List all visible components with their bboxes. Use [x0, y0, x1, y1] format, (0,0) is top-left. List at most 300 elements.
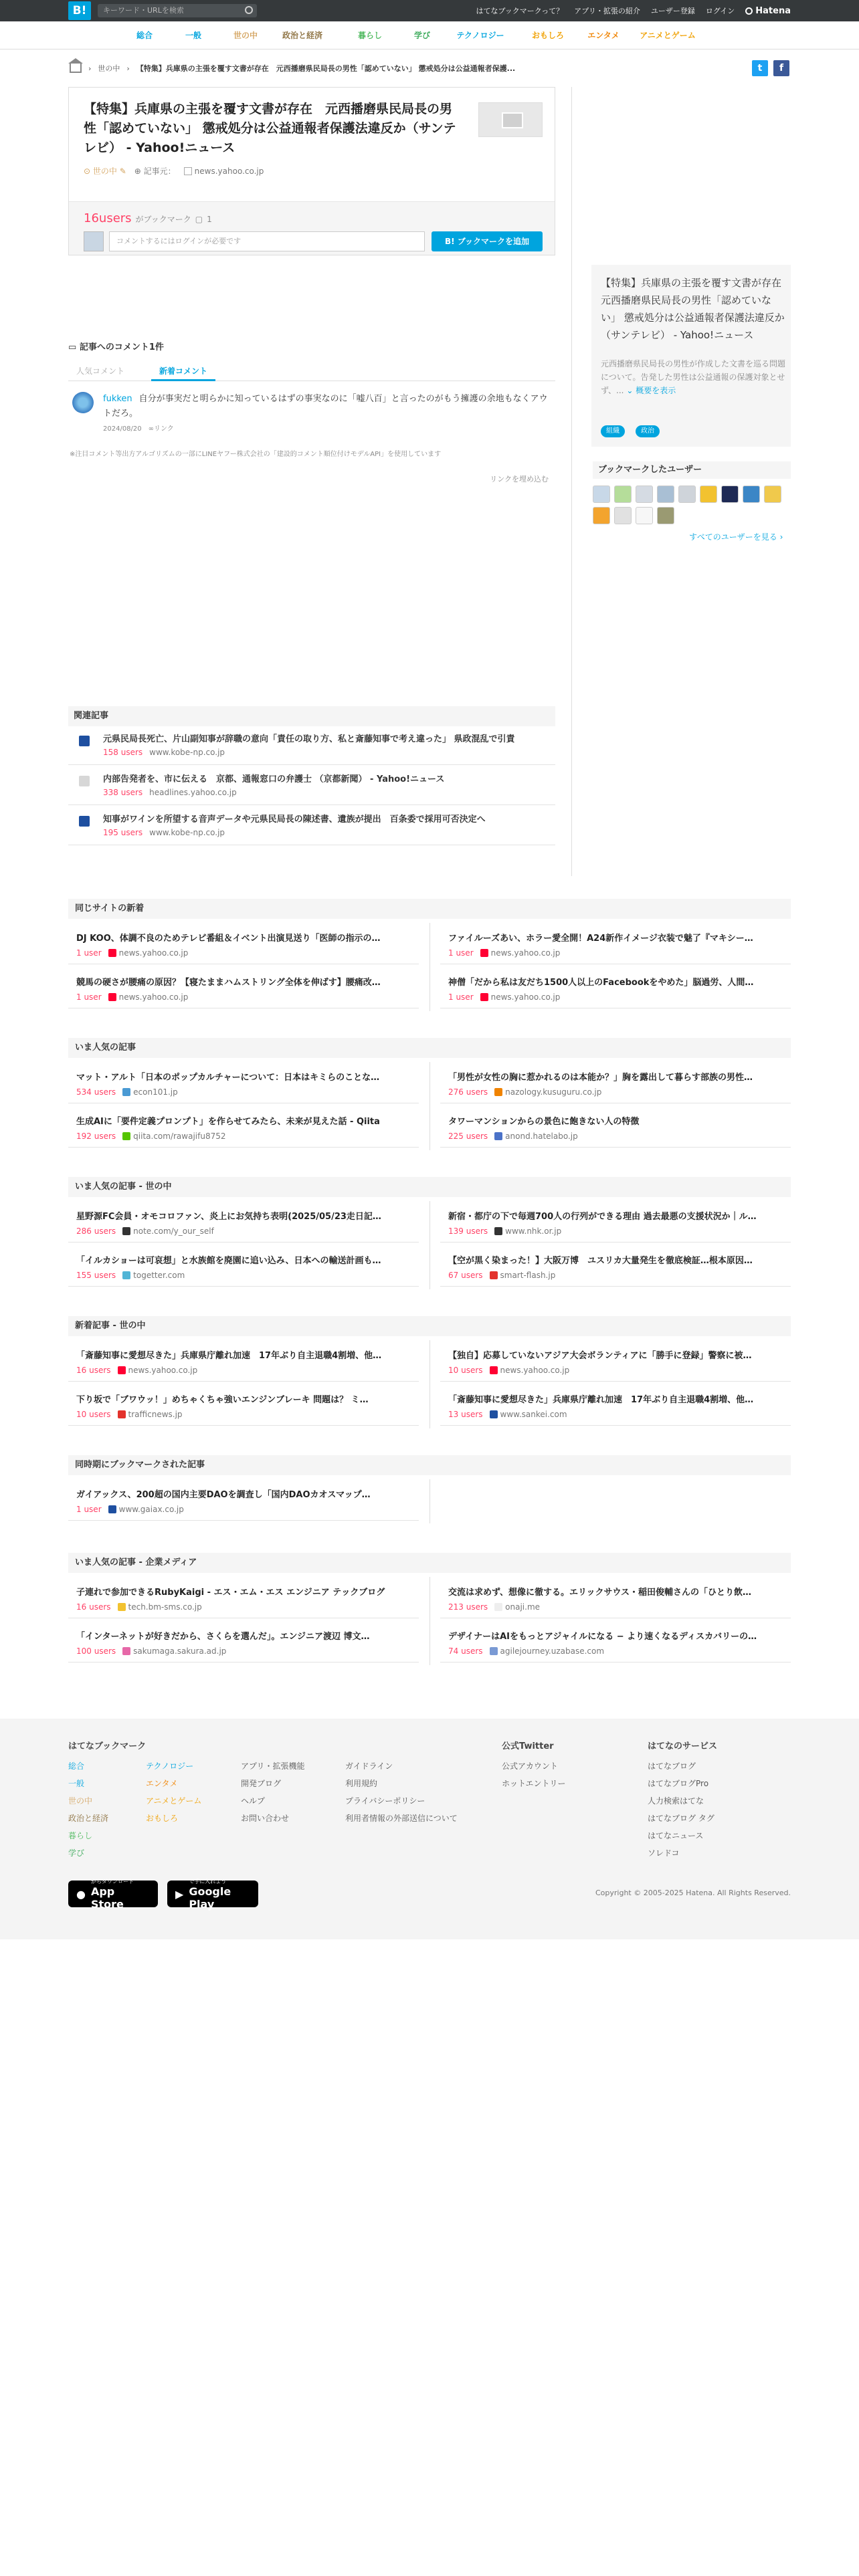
signup-link[interactable]: ユーザー登録 — [650, 7, 695, 15]
user-avatar[interactable] — [636, 507, 653, 524]
domain[interactable] — [122, 1271, 185, 1280]
footer-link[interactable]: 利用者情報の外部送信について — [345, 1814, 458, 1823]
article-meta — [448, 1087, 601, 1097]
footer-link[interactable]: 暮らし — [68, 1831, 93, 1840]
users-count[interactable]: 155 users — [76, 1271, 116, 1280]
facebook-share-icon[interactable]: f — [773, 60, 789, 76]
comment-date-text[interactable]: 2024/08/20 — [103, 425, 142, 433]
popular-item[interactable] — [68, 1061, 419, 1103]
appstore-small: からダウンロード — [90, 1878, 134, 1885]
popular-item[interactable] — [68, 1105, 419, 1148]
hatena-brand[interactable] — [745, 6, 791, 16]
breadcrumb-category[interactable]: 世の中 — [98, 64, 120, 73]
article-meta — [448, 1410, 567, 1419]
search-input[interactable] — [98, 4, 257, 17]
copyright: Copyright © 2005-2025 Hatena. All Rights Reserved. — [595, 1889, 791, 1897]
users-count[interactable]: 1 user — [76, 1505, 102, 1514]
footer-link[interactable]: 公式アカウント — [502, 1761, 558, 1771]
search-icon[interactable] — [245, 6, 253, 14]
domain[interactable] — [480, 948, 561, 958]
category-list — [127, 21, 706, 49]
popular-heading: いま人気の記事 — [68, 1038, 791, 1058]
appstore-label: App Store — [90, 1885, 124, 1911]
popular_world-item[interactable] — [440, 1200, 791, 1243]
article-title[interactable]: 「イルカショーは可哀想」と水族館を廃園に追い込み、日本への輸送計画も… — [76, 1256, 381, 1266]
user-avatar[interactable] — [636, 486, 653, 503]
domain-label: news.yahoo.co.jp — [118, 992, 189, 1002]
user-avatar[interactable] — [721, 486, 739, 503]
domain[interactable] — [490, 1271, 556, 1280]
category-tab[interactable]: 暮らし — [357, 31, 382, 40]
article-meta — [448, 1602, 540, 1612]
bookmarked-label: がブックマーク — [135, 215, 191, 224]
footer-link[interactable]: ホットエントリー — [502, 1779, 566, 1788]
users-count[interactable]: 1 user — [76, 948, 102, 958]
users-count[interactable]: 67 users — [448, 1271, 483, 1280]
article-meta — [76, 1132, 225, 1141]
domain-label: news.yahoo.co.jp — [118, 948, 189, 958]
apps-link[interactable]: アプリ・拡張の紹介 — [574, 7, 640, 15]
favicon-icon — [494, 1132, 502, 1140]
favicon-icon — [108, 949, 116, 957]
related-title[interactable]: 元県民局長死亡、片山副知事が辞職の意向「責任の取り方、私と斎藤知事で考え違った」 県政混乱で引責 — [103, 734, 515, 744]
domain-label: agilejourney.uzabase.com — [500, 1646, 605, 1656]
article-meta — [76, 948, 188, 958]
footer-heading-services: はてなのサービス — [648, 1741, 718, 1751]
domain-label: togetter.com — [133, 1271, 185, 1280]
users-count[interactable]: 1 user — [448, 948, 474, 958]
category-tab[interactable]: エンタメ — [587, 31, 619, 40]
article-meta — [76, 1646, 226, 1656]
domain-label: sakumaga.sakura.ad.jp — [133, 1646, 227, 1656]
favicon-icon — [490, 1366, 498, 1374]
user-avatar[interactable] — [678, 486, 696, 503]
user-avatar[interactable] — [764, 486, 781, 503]
domain[interactable]: headlines.yahoo.co.jp — [149, 788, 237, 797]
domain[interactable] — [118, 1410, 183, 1419]
article-title[interactable]: ファイルーズあい、ホラー愛全開！A24新作イメージ衣装で魅了『マキシー… — [448, 934, 753, 944]
tab-new-comments[interactable]: 新着コメント — [151, 361, 215, 381]
article-meta — [448, 1132, 578, 1141]
domain-label: www.nhk.or.jp — [505, 1226, 562, 1236]
footer-link[interactable]: 学び — [68, 1848, 85, 1858]
favicon-icon — [494, 1603, 502, 1611]
domain-label: trafficnews.jp — [128, 1410, 183, 1419]
user-avatar[interactable] — [593, 507, 610, 524]
related-heading: 関連記事 — [68, 706, 555, 726]
article-meta — [76, 1505, 184, 1514]
users-count[interactable]: 13 users — [448, 1410, 483, 1419]
domain[interactable] — [494, 1602, 540, 1612]
users-count[interactable]: 338 users — [103, 788, 143, 797]
hatena-brand-label: Hatena — [755, 5, 791, 16]
same_site-item[interactable] — [68, 922, 419, 964]
domain-label: news.yahoo.co.jp — [500, 1366, 570, 1375]
comment-item — [72, 392, 554, 432]
article-meta — [76, 1271, 185, 1280]
footer-link[interactable]: エンタメ — [146, 1779, 178, 1788]
popular_world-item[interactable] — [440, 1244, 791, 1287]
apple-icon: ● — [76, 1887, 86, 1901]
new_world-heading: 新着記事 - 世の中 — [68, 1316, 791, 1336]
footer-link[interactable]: テクノロジー — [146, 1761, 194, 1771]
users-count[interactable]: 10 users — [76, 1410, 111, 1419]
sidebar-entry-card — [591, 265, 791, 447]
entry-title[interactable]: 【特集】兵庫県の主張を覆す文書が存在 元西播磨県民局長の男性「認めていない」 懲戒処分は公益通報者保護法違反か（サンテレビ） - Yahoo!ニュース — [84, 102, 456, 155]
domain-label: anond.hatelabo.jp — [505, 1132, 578, 1141]
favicon-icon — [118, 1603, 126, 1611]
favicon-icon — [490, 1647, 498, 1655]
user-avatar[interactable] — [614, 486, 632, 503]
user-avatar[interactable] — [657, 507, 674, 524]
favicon-icon — [122, 1271, 130, 1279]
footer-link[interactable]: 総合 — [68, 1761, 85, 1771]
related-meta — [103, 748, 225, 757]
new_world-item[interactable] — [68, 1383, 419, 1426]
chevron-down-icon: ⌄ — [626, 386, 636, 395]
footer-link[interactable]: 開発ブログ — [241, 1779, 282, 1788]
tab-popular-comments[interactable]: 人気コメント — [76, 366, 125, 376]
footer-link[interactable]: はてなブログPro — [648, 1779, 709, 1788]
column-divider — [571, 87, 572, 876]
article-title[interactable]: ガイアックス、200超の国内主要DAOを調査し「国内DAOカオスマップ… — [76, 1490, 371, 1500]
article-meta — [76, 1602, 202, 1612]
related-title[interactable]: 知事がワインを所望する音声データや元県民局長の陳述書、遺族が提出 百条委で採用可否決定へ — [103, 815, 486, 825]
bookmark-users-heading: ブックマークしたユーザー — [593, 461, 791, 479]
article-title[interactable]: 「斎藤知事に愛想尽きた」兵庫県庁離れ加速 17年ぶり自主退職4割増、他… — [448, 1395, 754, 1405]
article-title[interactable]: 星野源FC会員・オモコロファン、炎上にお気持ち表明(2025/05/23走日記… — [76, 1212, 381, 1222]
popular-item[interactable] — [440, 1061, 791, 1103]
domain-label: news.yahoo.co.jp — [490, 992, 561, 1002]
article-meta — [76, 1366, 197, 1375]
domain-label: tech.bm-sms.co.jp — [128, 1602, 202, 1612]
footer-link[interactable]: おもしろ — [146, 1814, 179, 1823]
same_time-heading: 同時期にブックマークされた記事 — [68, 1455, 791, 1475]
users-count[interactable]: 139 users — [448, 1226, 488, 1236]
favicon-icon — [480, 993, 488, 1001]
article-title[interactable]: 「男性が女性の胸に惹かれるのは本能か？」胸を露出して暮らす部族の男性… — [448, 1073, 753, 1083]
favicon-icon — [494, 1088, 502, 1096]
comment-text — [103, 392, 551, 421]
users-count[interactable]: 286 users — [76, 1226, 116, 1236]
favicon-icon — [79, 736, 90, 746]
footer-link[interactable]: ヘルプ — [241, 1796, 266, 1806]
article-title[interactable]: タワーマンションからの景色に飽きない人の特徴 — [448, 1117, 640, 1127]
favicon-icon — [79, 816, 90, 827]
users-count[interactable]: 100 users — [76, 1646, 116, 1656]
user-avatar[interactable] — [743, 486, 760, 503]
link-icon: ⊕ — [134, 167, 144, 176]
users-count[interactable]: 534 users — [76, 1087, 116, 1097]
about-link[interactable]: はてなブックマークって？ — [476, 7, 564, 15]
app-store-badge[interactable] — [68, 1878, 158, 1911]
article-title[interactable]: デザイナーはAIをもっとアジャイルになる − より速くなるディスカバリーの… — [448, 1632, 757, 1642]
same_time-item[interactable] — [68, 1478, 419, 1521]
users-count[interactable]: 16 users — [76, 1602, 111, 1612]
favicon-icon — [122, 1132, 130, 1140]
googleplay-label: Google Play — [189, 1885, 231, 1911]
footer-link[interactable]: プライバシーポリシー — [345, 1796, 425, 1806]
google-play-badge[interactable] — [167, 1878, 258, 1911]
favicon-icon — [184, 167, 192, 175]
comment-input[interactable]: コメントするにはログインが必要です — [109, 231, 425, 251]
article-title[interactable]: 子連れで参加できるRubyKaigi - エス・エム・エス エンジニア テックブログ — [76, 1588, 385, 1598]
hatena-logo-icon — [745, 7, 753, 15]
googleplay-small: で手に入れよう — [189, 1878, 227, 1885]
article-meta — [448, 948, 560, 958]
category-tab[interactable]: アニメとゲーム — [640, 31, 696, 40]
show-summary-link[interactable] — [626, 386, 676, 395]
users-count[interactable]: 213 users — [448, 1602, 488, 1612]
popular_world-item[interactable] — [68, 1200, 419, 1243]
footer-link[interactable]: 一般 — [68, 1779, 85, 1788]
user-avatar[interactable] — [614, 507, 632, 524]
category-tab[interactable]: 総合 — [136, 31, 153, 40]
footer-link[interactable]: 利用規約 — [345, 1779, 378, 1788]
favicon-icon — [490, 1271, 498, 1279]
chat-icon: ▭ — [68, 342, 80, 352]
enterprise-item[interactable] — [68, 1576, 419, 1618]
domain[interactable] — [490, 1366, 570, 1375]
article-title[interactable]: 神僧「だから私は友だち1500人以上のFacebookをやめた」脳過労、人間… — [448, 978, 754, 988]
domain-label: qiita.com/rawajifu8752 — [133, 1132, 226, 1141]
domain[interactable] — [494, 1226, 561, 1236]
domain-label: news.yahoo.co.jp — [490, 948, 561, 958]
users-count[interactable]: 74 users — [448, 1646, 483, 1656]
comment-user[interactable]: fukken — [103, 394, 132, 404]
users-count: 16users — [84, 211, 132, 225]
footer-link[interactable]: ソレドコ — [648, 1848, 680, 1858]
category-tab[interactable]: おもしろ — [531, 31, 564, 40]
login-link[interactable]: ログイン — [705, 7, 735, 15]
source-label-text: 記事元 — [143, 167, 168, 176]
breadcrumb — [70, 62, 792, 75]
add-bookmark-button[interactable]: B! ブックマークを追加 — [432, 231, 543, 251]
tag-item[interactable]: 組織 — [601, 425, 625, 437]
article-meta — [76, 1087, 178, 1097]
entry-thumbnail[interactable] — [478, 102, 543, 137]
article-title[interactable]: DJ KOO、体調不良のためテレビ番組＆イベント出演見送り「医師の指示の… — [76, 934, 381, 944]
enterprise-item[interactable] — [440, 1576, 791, 1618]
entry-domain[interactable] — [184, 167, 264, 176]
footer-link[interactable]: アニメとゲーム — [146, 1796, 202, 1806]
enterprise-item[interactable] — [68, 1620, 419, 1662]
category-tab[interactable]: 世の中 — [233, 31, 258, 40]
top-links — [476, 0, 791, 21]
entry-meta — [84, 165, 264, 177]
article-title[interactable]: 競馬の硬さが腰痛の原因？【寝たままハムストリング全体を伸ばす】腰痛改… — [76, 978, 381, 988]
home-icon[interactable] — [70, 64, 82, 73]
article-meta — [448, 1366, 569, 1375]
add-bookmark-label: ブックマークを追加 — [457, 237, 529, 246]
category-tab[interactable]: 学び — [413, 31, 430, 40]
related-meta — [103, 828, 225, 837]
users-count[interactable]: 1 user — [76, 992, 102, 1002]
footer-link[interactable]: ガイドライン — [345, 1761, 393, 1771]
favicon-icon — [108, 993, 116, 1001]
link-icon: ∞ — [148, 425, 154, 433]
domain[interactable] — [108, 948, 189, 958]
favicon-icon — [118, 1410, 126, 1418]
popular_world-item[interactable] — [68, 1244, 419, 1287]
new_world-item[interactable] — [440, 1339, 791, 1382]
comment-body: 自分が事実だと明らかに知っているはずの事実なのに「嘘八百」と言ったのがもう擁護の余地もなくアウトだろ。 — [103, 394, 548, 419]
article-title[interactable]: 下り坂で「ブワウッ！」めちゃくちゃ強いエンジンブレーキ 問題は？ ミ… — [76, 1395, 369, 1405]
footer-link[interactable]: お問い合わせ — [241, 1814, 290, 1823]
comment-tabs — [68, 361, 555, 381]
article-meta — [448, 1271, 555, 1280]
users-count[interactable]: 225 users — [448, 1132, 488, 1141]
footer-link[interactable]: はてなニュース — [648, 1831, 704, 1840]
entry-category-label: 世の中 — [92, 167, 117, 176]
users-count[interactable]: 276 users — [448, 1087, 488, 1097]
domain-label: www.sankei.com — [500, 1410, 567, 1419]
footer-link[interactable]: 政治と経済 — [68, 1814, 109, 1823]
domain-label: news.yahoo.co.jp — [128, 1366, 198, 1375]
domain[interactable] — [494, 1132, 578, 1141]
article-title[interactable]: マット・アルト「日本のポップカルチャーについて：日本はキミらのことな… — [76, 1073, 380, 1083]
bookmark-row — [69, 201, 555, 255]
twitter-share-icon[interactable]: t — [752, 60, 768, 76]
domain[interactable] — [490, 1410, 567, 1419]
domain[interactable] — [122, 1646, 226, 1656]
comment-note: ※注目コメント等出方アルゴリズムの一部にLINEヤフー株式会社の「建設的コメント順位付けモデルAPI」を使用しています — [70, 451, 442, 458]
domain[interactable] — [108, 1505, 184, 1514]
chevron-right-icon: › — [126, 64, 130, 73]
article-meta — [448, 1226, 561, 1236]
chevron-right-icon: › — [88, 64, 92, 73]
favicon-icon — [79, 776, 90, 786]
footer-link[interactable]: 人力検索はてな — [648, 1796, 704, 1806]
comments-heading-text: 記事へのコメント1件 — [79, 342, 164, 352]
article-title[interactable]: 生成AIに「要件定義プロンプト」を作らせてみたら、未来が見えた話 - Qiita — [76, 1117, 380, 1127]
comment-icon: ▢ — [195, 215, 203, 224]
all-users-link[interactable]: すべてのユーザーを見る › — [689, 532, 783, 542]
summary-text: 元西播磨県民局長の男性が作成した文書を巡る問題について。告発した男性は公益通報の保護対象とせず、... — [601, 359, 786, 395]
users-count[interactable]: 195 users — [103, 828, 143, 837]
favicon-icon — [490, 1410, 498, 1418]
article-meta — [448, 1646, 604, 1656]
entry-domain-label: news.yahoo.co.jp — [194, 166, 264, 176]
footer-link[interactable]: はてなブログ タグ — [648, 1814, 714, 1823]
favicon-icon — [122, 1227, 130, 1235]
user-avatar[interactable] — [657, 486, 674, 503]
all-users-label: すべてのユーザーを見る — [689, 532, 777, 542]
article-meta — [448, 992, 560, 1002]
favicon-icon — [480, 949, 488, 957]
avatar[interactable] — [72, 392, 94, 413]
enterprise-item[interactable] — [440, 1620, 791, 1662]
domain[interactable] — [118, 1366, 198, 1375]
article-title[interactable]: 交流は求めず、想像に徹する。エリックサウス・稲田俊輔さんの「ひとり飲… — [448, 1588, 752, 1598]
comment-link[interactable]: リンク — [153, 425, 174, 433]
domain[interactable] — [122, 1132, 225, 1141]
comment-date — [103, 423, 174, 433]
play-icon: ▶ — [175, 1887, 184, 1901]
domain[interactable] — [494, 1087, 601, 1097]
user-avatar[interactable] — [700, 486, 717, 503]
popular_world-heading: いま人気の記事 - 世の中 — [68, 1177, 791, 1197]
category-tab[interactable]: 政治と経済 — [282, 31, 322, 40]
related-item[interactable] — [68, 728, 555, 765]
avatar — [84, 231, 104, 251]
bookmark-users[interactable] — [84, 211, 212, 225]
search-placeholder: キーワード・URLを検索 — [103, 6, 184, 15]
show-summary-label: 概要を表示 — [636, 386, 676, 395]
domain-label: nazology.kusuguru.co.jp — [505, 1087, 602, 1097]
domain[interactable] — [122, 1226, 214, 1236]
article-title[interactable]: 「インターネットが好きだから、さくらを選んだ」。エンジニア渡辺 博文… — [76, 1632, 370, 1642]
top-bar — [0, 0, 859, 21]
enterprise-heading: いま人気の記事 - 企業メディア — [68, 1553, 791, 1573]
entry-category[interactable]: ⊙ 世の中 ✎ — [84, 167, 126, 176]
favicon-icon — [122, 1088, 130, 1096]
embed-link[interactable]: リンクを埋め込む — [490, 475, 549, 484]
source-label: ⊕ 記事元： — [134, 167, 176, 176]
breadcrumb-title: 【特集】兵庫県の主張を覆す文書が存在 元西播磨県民局長の男性「認めていない」 懲戒処分は公益通報者保護... — [136, 64, 516, 73]
new_world-item[interactable] — [68, 1339, 419, 1382]
same_site-item[interactable] — [440, 966, 791, 1008]
domain[interactable]: www.kobe-np.co.jp — [149, 748, 225, 757]
related-meta — [103, 788, 237, 797]
users-count[interactable]: 10 users — [448, 1366, 483, 1375]
same_site-heading: 同じサイトの新着 — [68, 899, 791, 919]
hatebu-logo[interactable]: B! — [68, 1, 91, 20]
same_site-item[interactable] — [440, 922, 791, 964]
sidebar-entry-title[interactable]: 【特集】兵庫県の主張を覆す文書が存在 元西播磨県民局長の男性「認めていない」 懲戒処分は公益通報者保護法違反か（サンテレビ） - Yahoo!ニュース — [601, 277, 792, 341]
same_site-item[interactable] — [68, 966, 419, 1008]
users-count[interactable]: 192 users — [76, 1132, 116, 1141]
users-count[interactable]: 16 users — [76, 1366, 111, 1375]
footer-heading-twitter: 公式Twitter — [502, 1741, 554, 1751]
related-item[interactable] — [68, 768, 555, 805]
domain[interactable] — [118, 1602, 202, 1612]
domain[interactable] — [108, 992, 189, 1002]
article-title[interactable]: 【空が黒く染まった！】大阪万博 ユスリカ大量発生を徹底検証…根本原因… — [448, 1256, 753, 1266]
article-title[interactable]: 「斎藤知事に愛想尽きた」兵庫県庁離れ加速 17年ぶり自主退職4割増、他… — [76, 1351, 382, 1361]
domain-label: note.com/y_our_self — [133, 1226, 214, 1236]
domain[interactable]: www.kobe-np.co.jp — [149, 828, 225, 837]
article-title[interactable]: 新宿・都庁の下で毎週700人の行列ができる理由 過去最悪の支援状況か｜ル… — [448, 1212, 757, 1222]
footer-link[interactable]: はてなブログ — [648, 1761, 696, 1771]
domain-label: www.gaiax.co.jp — [118, 1505, 184, 1514]
favicon-icon — [122, 1647, 130, 1655]
category-tab[interactable]: 一般 — [185, 31, 201, 40]
tag-item[interactable]: 政治 — [636, 425, 660, 437]
comment-count: 1 — [207, 215, 212, 224]
article-title[interactable]: 【独自】応募していないアジア大会ボランティアに「勝手に登録」警察に被… — [448, 1351, 752, 1361]
related-item[interactable] — [68, 808, 555, 845]
footer-heading-bookmark: はてなブックマーク — [68, 1741, 147, 1751]
category-tab[interactable]: テクノロジー — [456, 31, 504, 40]
new_world-item[interactable] — [440, 1383, 791, 1426]
user-avatar[interactable] — [593, 486, 610, 503]
popular-item[interactable] — [440, 1105, 791, 1148]
footer-link[interactable]: 世の中 — [68, 1796, 93, 1806]
domain-label: onaji.me — [505, 1602, 541, 1612]
users-count[interactable]: 158 users — [103, 748, 143, 757]
domain[interactable] — [122, 1087, 178, 1097]
domain[interactable] — [480, 992, 561, 1002]
category-nav — [0, 21, 859, 49]
sidebar-summary — [601, 357, 785, 397]
related-title[interactable]: 内部告発者を、市に伝える 京都、通報窓口の弁護士 （京都新聞） - Yahoo!ニュース — [103, 774, 445, 784]
favicon-icon — [118, 1366, 126, 1374]
domain[interactable] — [490, 1646, 605, 1656]
users-count[interactable]: 1 user — [448, 992, 474, 1002]
article-meta — [76, 992, 188, 1002]
footer-link[interactable]: アプリ・拡張機能 — [241, 1761, 305, 1771]
